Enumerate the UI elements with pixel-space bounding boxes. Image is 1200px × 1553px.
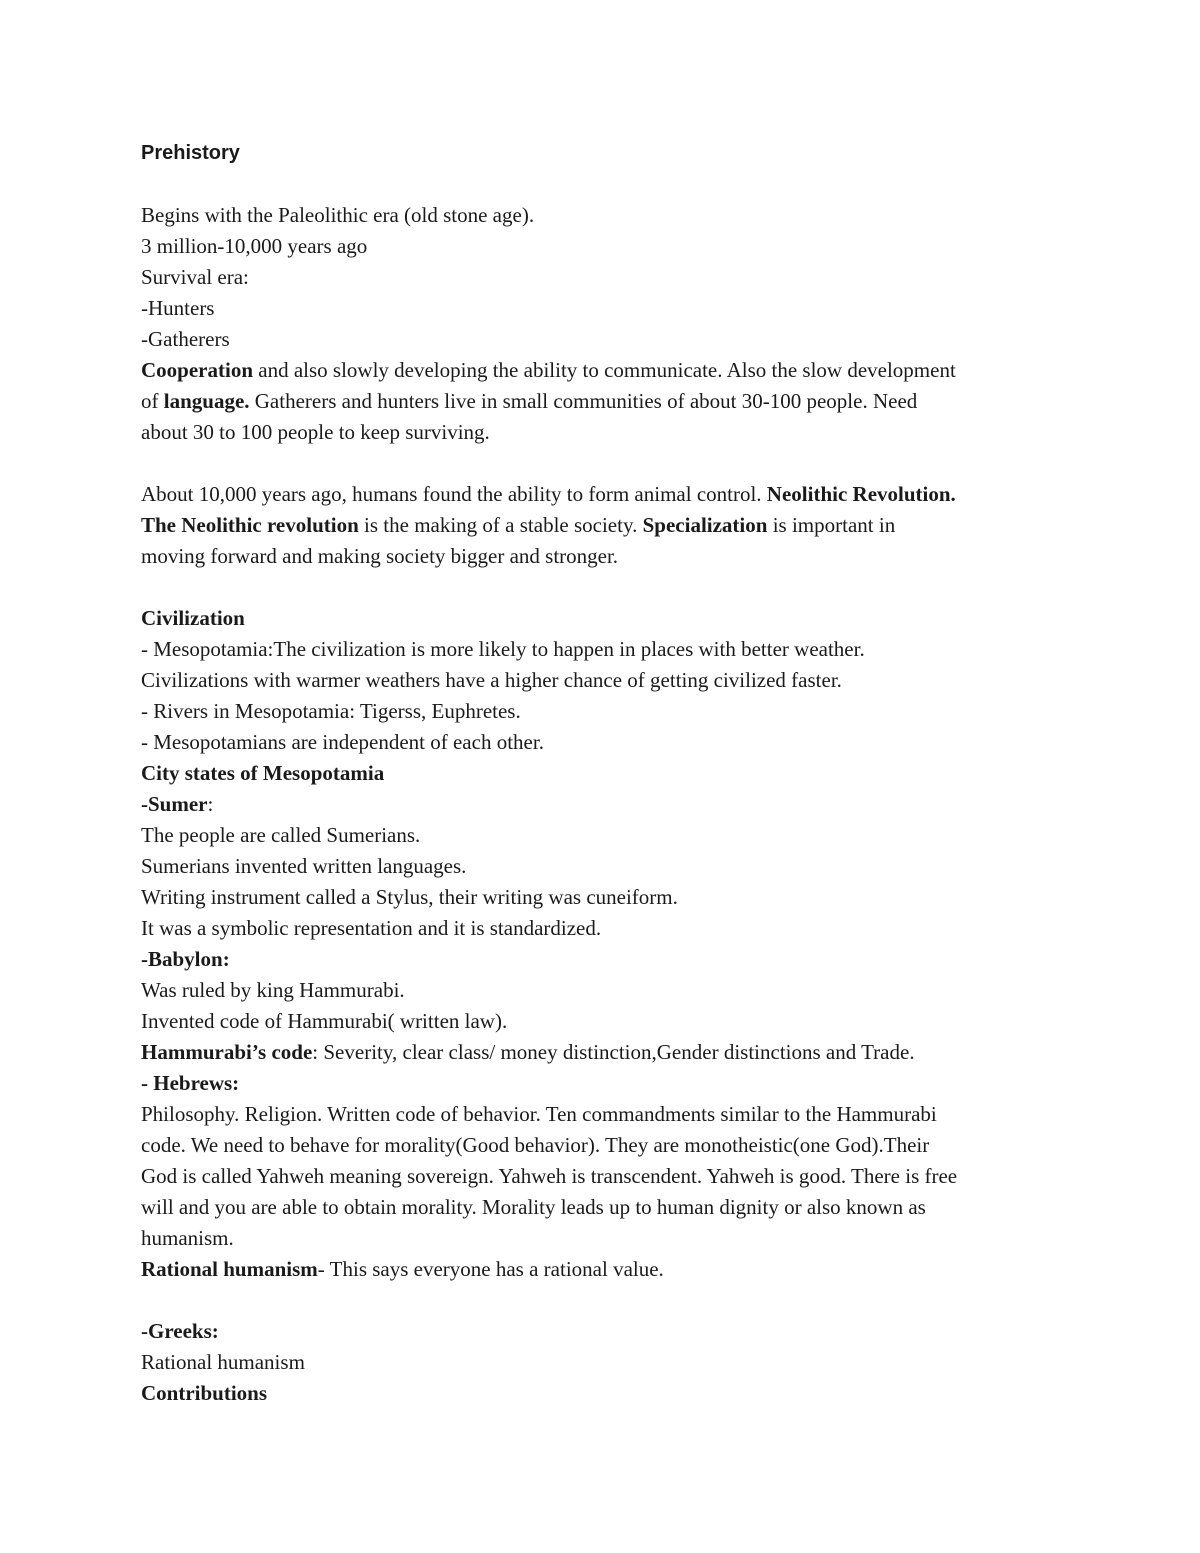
text-line: - Rivers in Mesopotamia: Tigerss, Euphretes. <box>141 699 521 723</box>
text-line <box>141 1254 1071 1285</box>
text-span: and also slowly developing the ability to communicate. Also the slow development <box>253 358 956 382</box>
text-line: Rational humanism <box>141 1350 305 1374</box>
document-body <box>141 138 1071 1409</box>
text-line: -Gatherers <box>141 327 230 351</box>
text-line: about 30 to 100 people to keep surviving. <box>141 420 490 444</box>
text-line: moving forward and making society bigger and stronger. <box>141 544 619 568</box>
text-span: is the making of a stable society. <box>358 513 643 537</box>
spacer <box>141 1285 1071 1316</box>
text-line <box>141 1037 1071 1068</box>
bold-term: Rational humanism <box>141 1257 318 1281</box>
bold-term: - <box>141 792 148 816</box>
section-heading <box>141 758 1071 789</box>
text-span: is important in <box>767 513 896 537</box>
text-line <box>141 386 1071 417</box>
bold-term: City states of Mesopotamia <box>141 761 385 785</box>
bold-term: Cooperation <box>141 358 253 382</box>
spacer <box>141 448 1071 479</box>
bold-term: Neolithic Revolution. <box>766 482 956 506</box>
text-line: - Mesopotamians are independent of each other. <box>141 730 544 754</box>
text-line: Begins with the Paleolithic era (old stone age). <box>141 203 535 227</box>
bold-term: Civilization <box>141 606 245 630</box>
text-line: humanism. <box>141 1226 234 1250</box>
text-span: About 10,000 years ago, humans found the ability to form animal control. <box>141 482 767 506</box>
text-line: God is called Yahweh meaning sovereign. Yahweh is transcendent. Yahweh is good. There is free <box>141 1164 958 1188</box>
bold-term: - Hebrews: <box>141 1071 240 1095</box>
text-line: will and you are able to obtain morality. Morality leads up to human dignity or also known as <box>141 1195 926 1219</box>
spacer <box>141 572 1071 603</box>
text-line <box>141 479 1071 510</box>
text-line: Sumerians invented written languages. <box>141 854 467 878</box>
bold-term: - <box>141 947 148 971</box>
text-line: The people are called Sumerians. <box>141 823 421 847</box>
bold-term: -Greeks: <box>141 1319 219 1343</box>
text-line: code. We need to behave for morality(Good behavior). They are monotheistic(one God).Their <box>141 1133 930 1157</box>
text-line: Writing instrument called a Stylus, their writing was cuneiform. <box>141 885 678 909</box>
text-span: : <box>207 792 214 816</box>
bold-term: The Neolithic revolution <box>141 513 359 537</box>
bold-term: Babylon: <box>148 947 230 971</box>
text-span: - This says everyone has a rational value. <box>317 1257 664 1281</box>
text-span: : Severity, clear class/ money distinction,Gender distinctions and Trade. <box>312 1040 915 1064</box>
text-line: Was ruled by king Hammurabi. <box>141 978 405 1002</box>
text-line <box>141 510 1071 541</box>
text-line <box>141 1316 1071 1347</box>
text-line <box>141 1068 1071 1099</box>
text-line <box>141 789 1071 820</box>
section-heading <box>141 603 1071 634</box>
text-line <box>141 944 1071 975</box>
page-title: Prehistory <box>141 142 240 164</box>
text-line: Civilizations with warmer weathers have a higher chance of getting civilized faster. <box>141 668 842 692</box>
bold-term: Contributions <box>141 1381 268 1405</box>
text-line <box>141 355 1071 386</box>
bold-term: Sumer <box>148 792 208 816</box>
bold-term: language. <box>163 389 250 413</box>
bold-term: Specialization <box>642 513 768 537</box>
text-span: Gatherers and hunters live in small communities of about 30-100 people. Need <box>249 389 918 413</box>
section-heading <box>141 1378 1071 1409</box>
text-line: Survival era: <box>141 265 249 289</box>
text-span: of <box>141 389 164 413</box>
text-line: - Mesopotamia:The civilization is more likely to happen in places with better weather. <box>141 637 865 661</box>
text-line: Invented code of Hammurabi( written law). <box>141 1009 508 1033</box>
text-line: 3 million-10,000 years ago <box>141 234 368 258</box>
spacer <box>141 169 1071 200</box>
text-line: -Hunters <box>141 296 215 320</box>
text-line: It was a symbolic representation and it is standardized. <box>141 916 602 940</box>
text-line: Philosophy. Religion. Written code of behavior. Ten commandments similar to the Hammurabi <box>141 1102 937 1126</box>
bold-term: Hammurabi’s code <box>141 1040 313 1064</box>
